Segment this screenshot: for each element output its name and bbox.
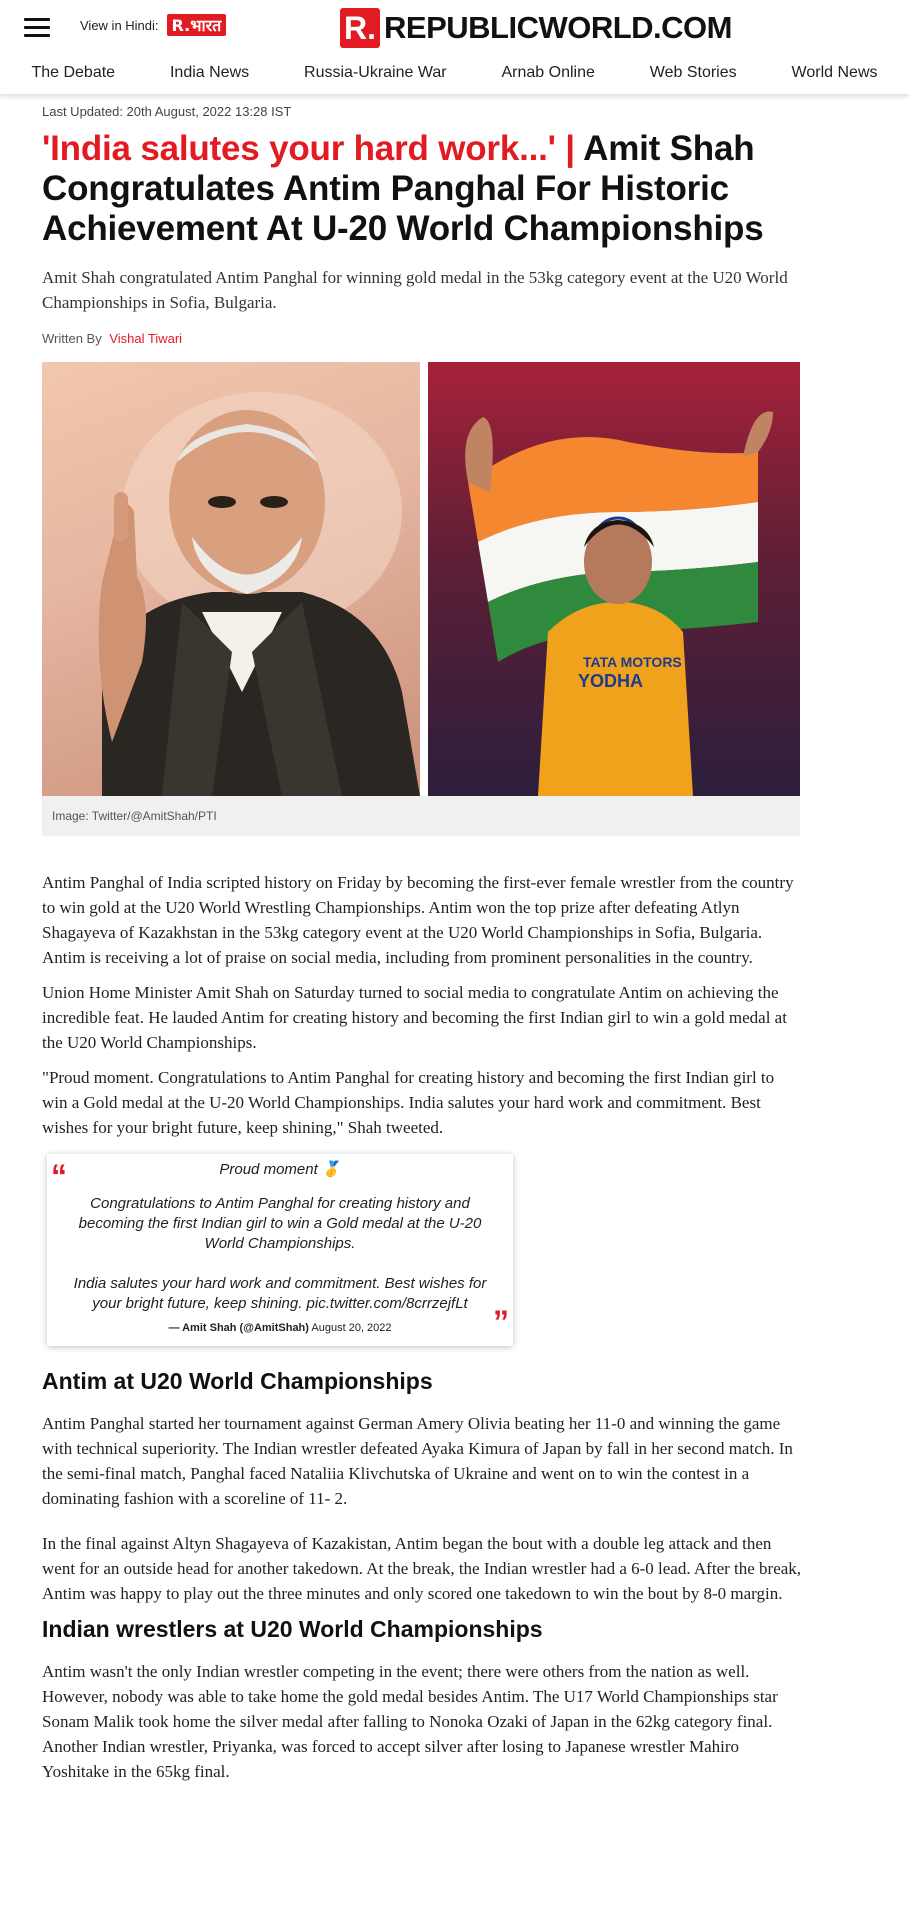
headline-quote: 'India salutes your hard work...' |: [42, 129, 575, 168]
tweet-date[interactable]: August 20, 2022: [311, 1322, 392, 1334]
body-paragraph: Antim Panghal of India scripted history on Friday by becoming the first-ever female wrestler from the country to win gold at the U20 World Wrestling Championships. Antim won the top prize after defeating Atlyn Shagayeva of Kazakhstan in the 53kg category event at the U20 World Championships in Sofia, Bulgaria. Antim is receiving a lot of praise on social media, including from prominent personalities in the country.: [42, 873, 794, 967]
amit-shah-photo: [42, 362, 420, 796]
section-heading: Indian wrestlers at U20 World Championships: [42, 1616, 543, 1642]
tweet-attribution: [67, 1322, 493, 1334]
nav-item-russia-ukraine-war[interactable]: Russia-Ukraine War: [304, 64, 447, 81]
article: [42, 104, 802, 1794]
author-link[interactable]: Vishal Tiwari: [109, 331, 183, 346]
embedded-tweet[interactable]: [47, 1154, 513, 1346]
open-quote-icon: “: [51, 1158, 67, 1194]
site-logo[interactable]: [340, 8, 732, 48]
body-paragraph: "Proud moment. Congratulations to Antim Panghal for creating history and becoming the first Indian girl to win a Gold medal at the U-20 World Championships. India salutes your hard work and commitment. Best wishes for your bright future, keep shining," Shah tweeted.: [42, 1068, 775, 1137]
svg-text:TATA MOTORS: TATA MOTORS: [583, 654, 682, 670]
site-header: [0, 0, 909, 95]
antim-panghal-photo: [428, 362, 800, 796]
nav-item-web-stories[interactable]: Web Stories: [649, 64, 737, 81]
byline-label: Written By: [42, 331, 102, 346]
last-updated: Last Updated: 20th August, 2022 13:28 IST: [42, 104, 292, 119]
body-paragraph: Union Home Minister Amit Shah on Saturday turned to social media to congratulate Antim on achieving the incredible feat. He lauded Antim for creating history and becoming the first Indian girl to win a gold medal at the U20 World Championships.: [42, 983, 787, 1052]
article-summary: Amit Shah congratulated Antim Panghal for winning gold medal in the 53kg category event at the U20 World Championships in Sofia, Bulgaria.: [42, 268, 788, 312]
hero-image: [42, 362, 800, 796]
hindi-label: View in Hindi:: [80, 17, 159, 33]
byline: [42, 331, 802, 346]
article-headline: [42, 129, 802, 249]
nav-item-arnab-online[interactable]: Arnab Online: [501, 64, 595, 81]
close-quote-icon: ”: [493, 1304, 509, 1340]
tweet-line-2: Congratulations to Antim Panghal for creating history and becoming the first Indian girl to win a Gold medal at the U-20 World Championships.: [78, 1195, 482, 1252]
hindi-switch[interactable]: [80, 14, 226, 36]
body-paragraph: Antim wasn't the only Indian wrestler competing in the event; there were others from the nation as well. However, nobody was able to take home the gold medal besides Antim. The U17 World Championships star Sonam Malik took home the silver medal after falling to Nonoka Ozaki of Japan in the 62kg category final. Another Indian wrestler, Priyanka, was forced to accept silver after losing to Japanese wrestler Mahiro Yoshitake in the 65kg final.: [42, 1662, 778, 1781]
logo-mark: R.: [340, 8, 380, 48]
menu-icon[interactable]: [24, 18, 50, 38]
main-nav: [0, 58, 909, 88]
nav-item-india-news[interactable]: India News: [169, 64, 250, 81]
tweet-line-1: Proud moment 🥇: [219, 1161, 341, 1178]
tweet-author[interactable]: — Amit Shah (@AmitShah): [168, 1322, 309, 1334]
nav-item-world-news[interactable]: World News: [791, 64, 878, 81]
svg-text:YODHA: YODHA: [578, 671, 644, 691]
tweet-line-3: India salutes your hard work and commitment. Best wishes for your bright future, keep shining. pic.twitter.com/8crrzejfLt: [73, 1275, 487, 1312]
nav-item-the-debate[interactable]: The Debate: [31, 64, 116, 81]
r-bharat-logo[interactable]: R.भारत: [167, 14, 227, 36]
section-heading: Antim at U20 World Championships: [42, 1368, 433, 1394]
body-paragraph: Antim Panghal started her tournament against German Amery Olivia beating her 11-0 and winning the game with technical superiority. The Indian wrestler defeated Ayaka Kimura of Japan by fall in her second match. In the semi-final match, Panghal faced Nataliia Klivchutska of Ukraine and went on to win the contest in a dominating fashion with a scoreline of 11- 2.: [42, 1414, 793, 1508]
headline-main: Amit Shah Congratulates Antim Panghal For Historic Achievement At U-20 World Championships: [42, 129, 764, 248]
logo-text: REPUBLICWORLD.COM: [384, 10, 732, 45]
image-caption: Image: Twitter/@AmitShah/PTI: [42, 796, 800, 836]
body-paragraph: In the final against Altyn Shagayeva of Kazakistan, Antim began the bout with a double leg attack and then went for an outside head for another takedown. At the break, the Indian wrestler had a 6-0 lead. After the break, Antim was happy to play out the three minutes and only scored one takedown to win the bout by 8-0 margin.: [42, 1534, 802, 1603]
